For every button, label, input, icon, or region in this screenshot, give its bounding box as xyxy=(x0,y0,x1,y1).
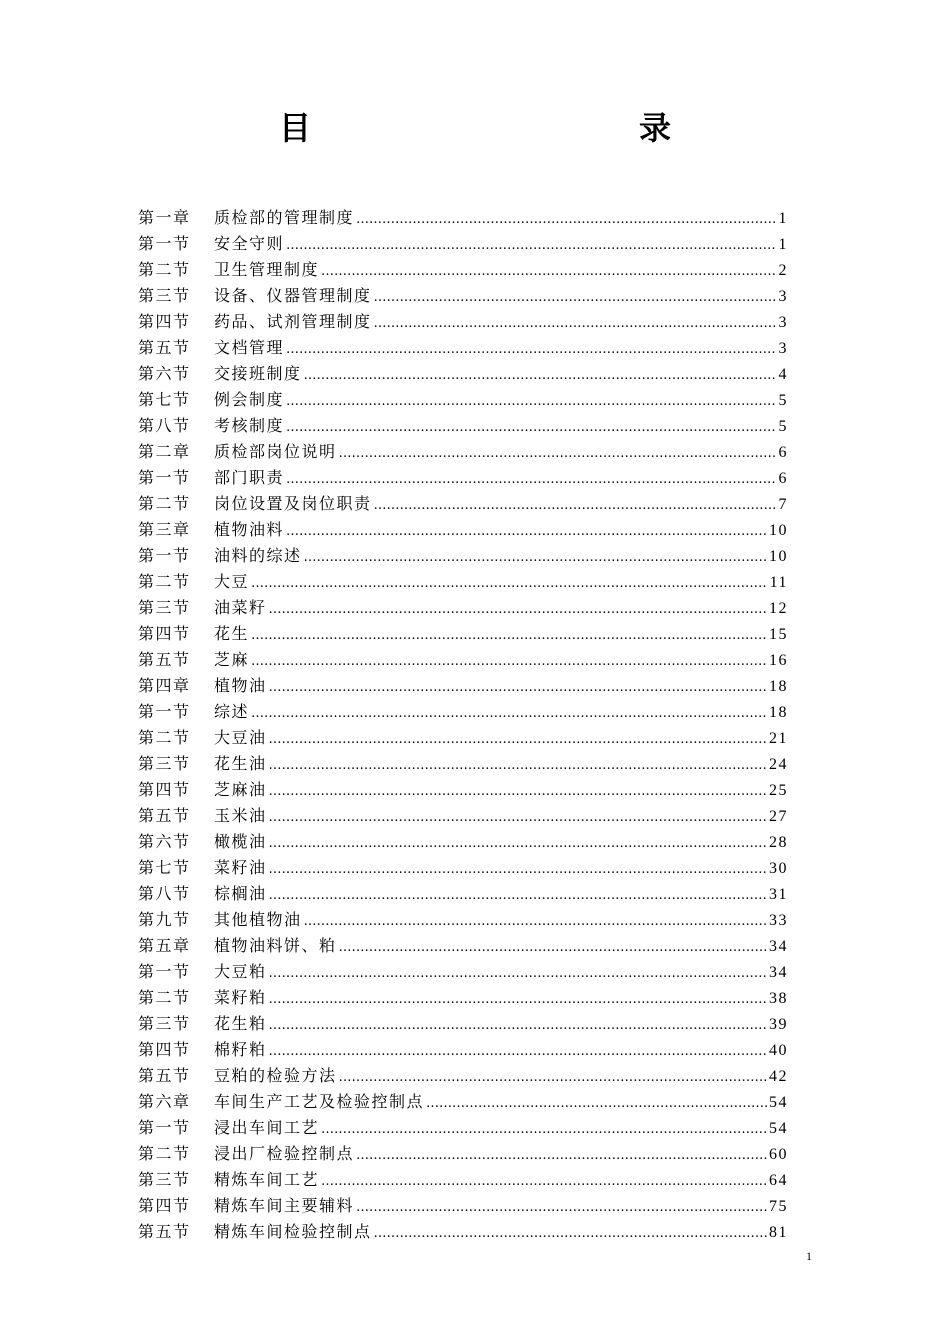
toc-entry-title: 质检部的管理制度 xyxy=(214,208,355,227)
toc-entry[interactable] xyxy=(138,699,788,725)
toc-entry-label: 第一节 xyxy=(138,702,191,721)
toc-entry-title: 精炼车间主要辅料 xyxy=(214,1196,355,1215)
toc-dot-leader xyxy=(356,1195,767,1221)
toc-entry-label: 第七节 xyxy=(138,390,191,409)
toc-entry[interactable] xyxy=(138,543,788,569)
toc-entry-page: 40 xyxy=(769,1042,788,1059)
toc-entry[interactable] xyxy=(138,413,788,439)
toc-entry-page: 54 xyxy=(769,1120,788,1137)
toc-entry-page: 28 xyxy=(769,834,788,851)
toc-entry-page: 24 xyxy=(769,756,788,773)
toc-entry[interactable] xyxy=(138,1167,788,1193)
toc-dot-leader xyxy=(269,857,767,883)
toc-entry-page: 10 xyxy=(769,522,788,539)
toc-dot-leader xyxy=(339,1065,767,1091)
toc-entry-page: 5 xyxy=(778,418,788,435)
toc-entry-label: 第九节 xyxy=(138,910,191,929)
toc-entry-page: 3 xyxy=(778,314,788,331)
toc-dot-leader xyxy=(251,571,768,597)
toc-entry-page: 27 xyxy=(769,808,788,825)
toc-entry-label: 第二节 xyxy=(138,494,191,513)
toc-dot-leader xyxy=(321,259,776,285)
toc-entry-page: 1 xyxy=(778,210,788,227)
toc-entry[interactable] xyxy=(138,777,788,803)
toc-dot-leader xyxy=(269,779,767,805)
toc-entry-label: 第二节 xyxy=(138,260,191,279)
toc-entry-title: 花生 xyxy=(214,624,250,643)
toc-entry-label: 第五节 xyxy=(138,1066,191,1085)
toc-entry-label: 第五章 xyxy=(138,936,191,955)
toc-entry-title: 玉米油 xyxy=(214,806,267,825)
toc-dot-leader xyxy=(269,1013,767,1039)
toc-dot-leader xyxy=(356,1143,767,1169)
toc-entry-page: 4 xyxy=(778,366,788,383)
toc-entry-label: 第一节 xyxy=(138,1118,191,1137)
toc-dot-leader xyxy=(269,883,767,909)
toc-entry-title: 设备、仪器管理制度 xyxy=(214,286,372,305)
toc-entry-title: 芝麻 xyxy=(214,650,250,669)
toc-entry[interactable] xyxy=(138,985,788,1011)
toc-entry[interactable] xyxy=(138,491,788,517)
toc-dot-leader xyxy=(286,467,776,493)
toc-entry-title: 大豆 xyxy=(214,572,250,591)
toc-dot-leader xyxy=(374,311,777,337)
toc-entry[interactable] xyxy=(138,881,788,907)
toc-dot-leader xyxy=(426,1091,767,1117)
toc-entry-page: 7 xyxy=(778,496,788,513)
toc-entry[interactable] xyxy=(138,569,788,595)
toc-entry[interactable] xyxy=(138,803,788,829)
toc-entry[interactable] xyxy=(138,439,788,465)
toc-entry-label: 第一章 xyxy=(138,208,191,227)
toc-entry[interactable] xyxy=(138,1089,788,1115)
toc-entry-label: 第三节 xyxy=(138,598,191,617)
toc-entry[interactable] xyxy=(138,205,788,231)
toc-entry-label: 第六节 xyxy=(138,832,191,851)
toc-entry-label: 第四章 xyxy=(138,676,191,695)
toc-entry-page: 10 xyxy=(769,548,788,565)
toc-dot-leader xyxy=(321,1117,767,1143)
toc-entry-label: 第三节 xyxy=(138,1170,191,1189)
toc-entry[interactable] xyxy=(138,1037,788,1063)
toc-dot-leader xyxy=(269,961,767,987)
toc-entry[interactable] xyxy=(138,387,788,413)
toc-entry-label: 第二节 xyxy=(138,1144,191,1163)
toc-dot-leader xyxy=(304,545,767,571)
page-number: 1 xyxy=(806,1249,812,1263)
toc-entry-title: 菜籽粕 xyxy=(214,988,267,1007)
toc-entry[interactable] xyxy=(138,621,788,647)
toc-entry-label: 第六章 xyxy=(138,1092,191,1111)
toc-entry[interactable] xyxy=(138,1063,788,1089)
toc-entry-title: 车间生产工艺及检验控制点 xyxy=(214,1092,425,1111)
toc-dot-leader xyxy=(251,649,767,675)
toc-entry[interactable] xyxy=(138,283,788,309)
toc-entry[interactable] xyxy=(138,465,788,491)
toc-entry-title: 花生油 xyxy=(214,754,267,773)
toc-entry[interactable] xyxy=(138,1193,788,1219)
toc-entry-title: 浸出厂检验控制点 xyxy=(214,1144,355,1163)
toc-entry-title: 橄榄油 xyxy=(214,832,267,851)
toc-entry-label: 第一节 xyxy=(138,962,191,981)
toc-dot-leader xyxy=(304,909,767,935)
toc-entry-title: 药品、试剂管理制度 xyxy=(214,312,372,331)
toc-entry-page: 64 xyxy=(769,1172,788,1189)
toc-entry-label: 第四节 xyxy=(138,1040,191,1059)
toc-entry-title: 精炼车间检验控制点 xyxy=(214,1222,372,1241)
toc-entry-label: 第四节 xyxy=(138,312,191,331)
toc-entry[interactable] xyxy=(138,673,788,699)
toc-entry-title: 大豆粕 xyxy=(214,962,267,981)
toc-entry-title: 综述 xyxy=(214,702,250,721)
toc-dot-leader xyxy=(269,727,767,753)
toc-entry-title: 其他植物油 xyxy=(214,910,302,929)
toc-entry-page: 1 xyxy=(778,236,788,253)
toc-entry[interactable] xyxy=(138,907,788,933)
toc-entry-title: 大豆油 xyxy=(214,728,267,747)
toc-dot-leader xyxy=(286,233,776,259)
toc-entry-page: 6 xyxy=(778,444,788,461)
toc-entry-label: 第四节 xyxy=(138,624,191,643)
toc-dot-leader xyxy=(286,519,767,545)
toc-entry-page: 33 xyxy=(769,912,788,929)
toc-entry[interactable] xyxy=(138,855,788,881)
toc-entry-label: 第二节 xyxy=(138,728,191,747)
toc-entry[interactable] xyxy=(138,517,788,543)
toc-entry-title: 豆粕的检验方法 xyxy=(214,1066,337,1085)
toc-entry-title: 岗位设置及岗位职责 xyxy=(214,494,372,513)
toc-entry-label: 第五节 xyxy=(138,806,191,825)
toc-entry-page: 54 xyxy=(769,1094,788,1111)
toc-dot-leader xyxy=(269,805,767,831)
toc-entry-page: 3 xyxy=(778,288,788,305)
toc-dot-leader xyxy=(269,675,767,701)
toc-dot-leader xyxy=(356,207,776,233)
toc-entry-title: 棉籽粕 xyxy=(214,1040,267,1059)
toc-entry-title: 植物油 xyxy=(214,676,267,695)
toc-entry-label: 第二节 xyxy=(138,988,191,1007)
toc-entry-label: 第一节 xyxy=(138,468,191,487)
toc-entry-label: 第一节 xyxy=(138,234,191,253)
toc-entry-label: 第五节 xyxy=(138,1222,191,1241)
toc-entry-page: 39 xyxy=(769,1016,788,1033)
toc-entry-page: 12 xyxy=(769,600,788,617)
toc-entry-title: 文档管理 xyxy=(214,338,285,357)
toc-entry-label: 第一节 xyxy=(138,546,191,565)
toc-entry-page: 5 xyxy=(778,392,788,409)
toc-entry-label: 第四节 xyxy=(138,780,191,799)
toc-entry-title: 棕榈油 xyxy=(214,884,267,903)
table-of-contents xyxy=(138,205,788,1245)
toc-entry-title: 芝麻油 xyxy=(214,780,267,799)
toc-entry[interactable] xyxy=(138,361,788,387)
toc-entry[interactable] xyxy=(138,647,788,673)
toc-entry[interactable] xyxy=(138,595,788,621)
toc-entry-label: 第五节 xyxy=(138,338,191,357)
toc-entry-label: 第三节 xyxy=(138,1014,191,1033)
toc-entry-label: 第八节 xyxy=(138,884,191,903)
toc-dot-leader xyxy=(269,831,767,857)
toc-entry-title: 考核制度 xyxy=(214,416,285,435)
toc-entry-title: 花生粕 xyxy=(214,1014,267,1033)
toc-entry-label: 第八节 xyxy=(138,416,191,435)
toc-dot-leader xyxy=(269,597,767,623)
toc-entry-title: 菜籽油 xyxy=(214,858,267,877)
toc-entry-page: 18 xyxy=(769,704,788,721)
toc-entry-page: 34 xyxy=(769,938,788,955)
toc-entry[interactable] xyxy=(138,959,788,985)
toc-entry-label: 第三节 xyxy=(138,286,191,305)
toc-dot-leader xyxy=(286,415,776,441)
toc-entry[interactable] xyxy=(138,1141,788,1167)
toc-entry-page: 34 xyxy=(769,964,788,981)
toc-entry-title: 交接班制度 xyxy=(214,364,302,383)
toc-dot-leader xyxy=(339,441,777,467)
toc-entry[interactable] xyxy=(138,1115,788,1141)
toc-dot-leader xyxy=(286,389,776,415)
toc-dot-leader xyxy=(286,337,776,363)
toc-entry-title: 植物油料 xyxy=(214,520,285,539)
toc-entry-page: 11 xyxy=(769,574,788,591)
toc-entry-page: 2 xyxy=(778,262,788,279)
toc-entry-label: 第三章 xyxy=(138,520,191,539)
toc-entry-page: 30 xyxy=(769,860,788,877)
toc-entry-title: 卫生管理制度 xyxy=(214,260,320,279)
toc-entry-page: 3 xyxy=(778,340,788,357)
toc-entry-page: 18 xyxy=(769,678,788,695)
toc-entry-title: 例会制度 xyxy=(214,390,285,409)
toc-entry-title: 油菜籽 xyxy=(214,598,267,617)
toc-entry-title: 浸出车间工艺 xyxy=(214,1118,320,1137)
toc-entry[interactable] xyxy=(138,309,788,335)
toc-entry[interactable] xyxy=(138,1011,788,1037)
toc-entry-page: 21 xyxy=(769,730,788,747)
toc-entry-page: 42 xyxy=(769,1068,788,1085)
toc-dot-leader xyxy=(269,987,767,1013)
toc-dot-leader xyxy=(374,1221,767,1247)
page-title: 目 录 xyxy=(278,109,759,147)
toc-entry[interactable] xyxy=(138,335,788,361)
toc-entry-page: 75 xyxy=(769,1198,788,1215)
toc-entry[interactable] xyxy=(138,725,788,751)
toc-dot-leader xyxy=(251,623,767,649)
toc-entry-page: 31 xyxy=(769,886,788,903)
toc-dot-leader xyxy=(374,285,777,311)
toc-entry-page: 38 xyxy=(769,990,788,1007)
toc-entry-title: 油料的综述 xyxy=(214,546,302,565)
toc-entry-page: 16 xyxy=(769,652,788,669)
toc-entry-label: 第七节 xyxy=(138,858,191,877)
toc-entry[interactable] xyxy=(138,257,788,283)
toc-entry[interactable] xyxy=(138,751,788,777)
toc-entry-title: 质检部岗位说明 xyxy=(214,442,337,461)
toc-entry-label: 第五节 xyxy=(138,650,191,669)
toc-dot-leader xyxy=(374,493,777,519)
toc-entry[interactable] xyxy=(138,231,788,257)
toc-entry-title: 安全守则 xyxy=(214,234,285,253)
toc-entry-page: 81 xyxy=(769,1224,788,1241)
toc-entry-page: 15 xyxy=(769,626,788,643)
toc-entry-label: 第六节 xyxy=(138,364,191,383)
toc-entry-title: 植物油料饼、粕 xyxy=(214,936,337,955)
toc-entry-page: 60 xyxy=(769,1146,788,1163)
toc-dot-leader xyxy=(269,1039,767,1065)
toc-entry-title: 部门职责 xyxy=(214,468,285,487)
toc-entry-label: 第二节 xyxy=(138,572,191,591)
toc-entry[interactable] xyxy=(138,933,788,959)
toc-dot-leader xyxy=(251,701,767,727)
toc-dot-leader xyxy=(321,1169,767,1195)
toc-dot-leader xyxy=(304,363,777,389)
toc-dot-leader xyxy=(339,935,767,961)
toc-dot-leader xyxy=(269,753,767,779)
toc-entry-page: 25 xyxy=(769,782,788,799)
toc-entry[interactable] xyxy=(138,829,788,855)
toc-entry-page: 6 xyxy=(778,470,788,487)
toc-entry-label: 第二章 xyxy=(138,442,191,461)
toc-entry-label: 第三节 xyxy=(138,754,191,773)
toc-entry-title: 精炼车间工艺 xyxy=(214,1170,320,1189)
toc-entry-label: 第四节 xyxy=(138,1196,191,1215)
toc-entry[interactable] xyxy=(138,1219,788,1245)
